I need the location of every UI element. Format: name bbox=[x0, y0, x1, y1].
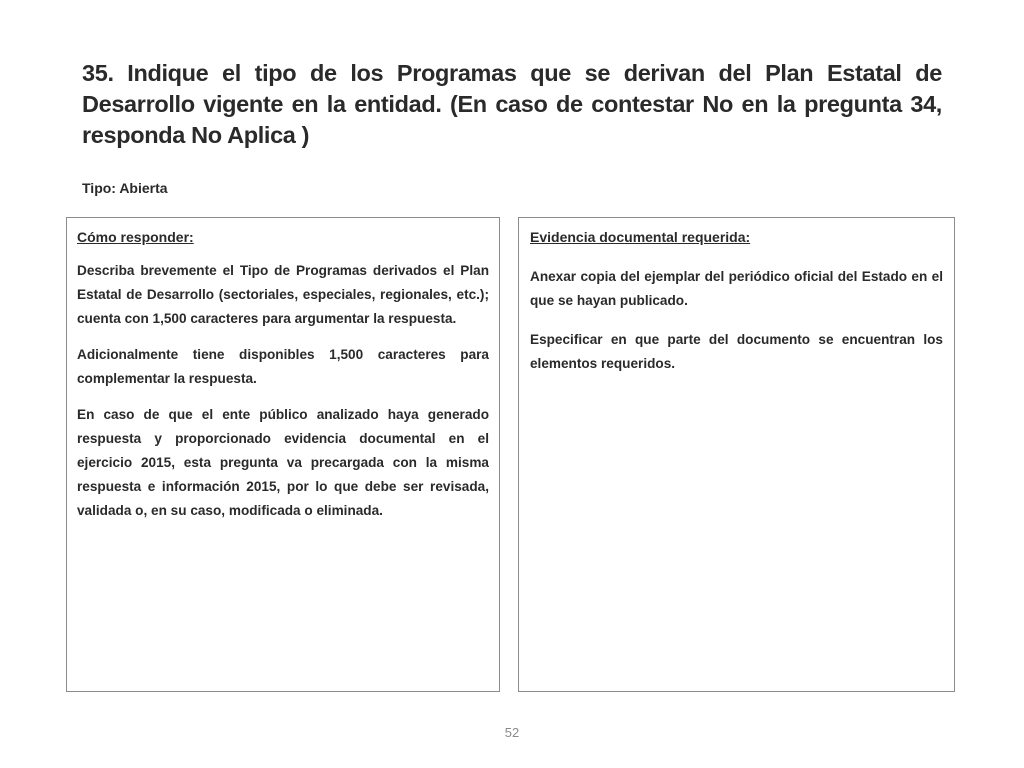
how-to-answer-paragraph: Adicionalmente tiene disponibles 1,500 caracteres para complementar la respuesta. bbox=[77, 347, 489, 386]
required-evidence-paragraph: Especificar en que parte del documento se encuentran los elementos requeridos. bbox=[530, 332, 943, 371]
how-to-answer-box bbox=[66, 217, 500, 692]
how-to-answer-paragraph: En caso de que el ente público analizado haya generado respuesta y proporcionado evidencia documental en el ejercicio 2015, esta pregunta va precargada con la misma respuesta e información 2015, por lo que debe ser revisada, validada o, en su caso, modificada o eliminada. bbox=[77, 407, 489, 518]
how-to-answer-paragraph: Describa brevemente el Tipo de Programas derivados el Plan Estatal de Desarrollo (sectoriales, especiales, regionales, etc.); cuenta con 1,500 caracteres para argumentar la respuesta. bbox=[77, 263, 489, 326]
question-type-label: Tipo: Abierta bbox=[82, 180, 168, 196]
required-evidence-paragraph: Anexar copia del ejemplar del periódico oficial del Estado en el que se hayan publicado. bbox=[530, 269, 943, 308]
required-evidence-heading: Evidencia documental requerida: bbox=[530, 229, 751, 245]
question-title: 35. Indique el tipo de los Programas que se derivan del Plan Estatal de Desarrollo vigente en la entidad. (En caso de contestar No en la pregunta 34, responda No Aplica ) bbox=[82, 60, 942, 148]
required-evidence-box bbox=[518, 217, 955, 692]
how-to-answer-heading: Cómo responder: bbox=[77, 229, 194, 245]
page-number: 52 bbox=[504, 725, 520, 740]
